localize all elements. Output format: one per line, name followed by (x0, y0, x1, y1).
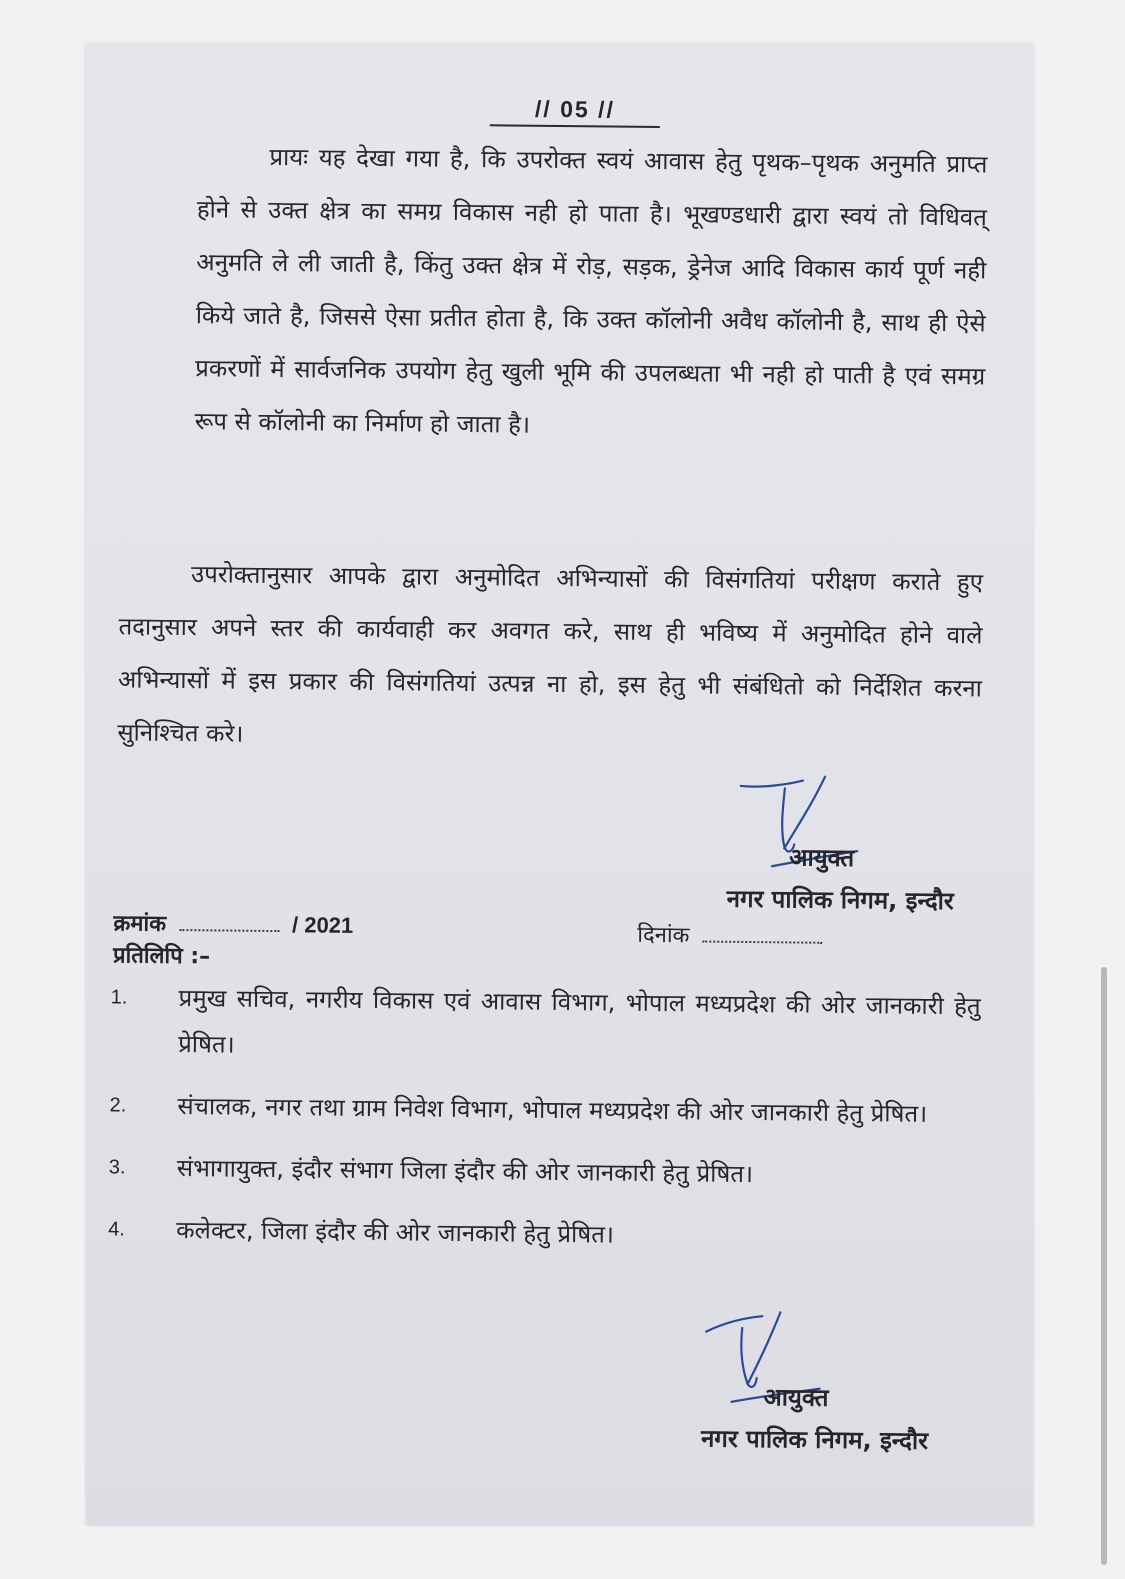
signatory-org: नगर पालिक निगम, इन्दौर (700, 1424, 929, 1455)
list-text: प्रमुख सचिव, नगरीय विकास एवं आवास विभाग, भोपाल मध्यप्रदेश की ओर जानकारी हेतु प्रेषित। (178, 984, 981, 1059)
list-number: 3. (108, 1156, 126, 1179)
blank-dotted-line (702, 923, 822, 944)
list-text: संचालक, नगर तथा ग्राम निवेश विभाग, भोपाल मध्यप्रदेश की ओर जानकारी हेतु प्रेषित। (177, 1092, 928, 1128)
kramank-label: क्रमांक (113, 911, 167, 937)
paragraph-2: उपरोक्तानुसार आपके द्वारा अनुमोदित अभिन्यासों की विसंगतियां परीक्षण कराते हुए तदानुसार अपने स्तर की कार्यवाही कर अवगत करे, साथ ही भविष्य में अनुमोदित होने वाले अभिन्यासों में इस प्रकार की विसंगतियां उत्पन्न ना हो, इस हेतु भी संबंधितो को निर्देशित करना सुनिश्चित करे। (117, 560, 984, 748)
reference-date (637, 919, 828, 951)
signatory-block-1 (601, 834, 954, 922)
list-number: 4. (108, 1218, 126, 1241)
list-number: 1. (110, 986, 128, 1009)
signatory-org: नगर पालिक निगम, इन्दौर (726, 884, 954, 916)
signatory-block-2 (576, 1374, 929, 1462)
list-item (110, 974, 981, 1075)
letter-page (86, 44, 1033, 1525)
copy-to-list (108, 974, 981, 1277)
list-item (109, 1144, 979, 1199)
signatory-title: आयुक्त (763, 1383, 829, 1412)
document-photo (86, 44, 1033, 1525)
signatory-title: आयुक्त (789, 843, 855, 873)
list-number: 2. (109, 1094, 127, 1117)
dinank-label: दिनांक (637, 922, 690, 949)
list-text: संभागायुक्त, इंदौर संभाग जिला इंदौर की ओर जानकारी हेतु प्रेषित। (176, 1154, 754, 1189)
blank-dotted-line (179, 911, 279, 932)
list-text: कलेक्टर, जिला इंदौर की ओर जानकारी हेतु प्रेषित। (176, 1216, 615, 1249)
copy-to-heading: प्रतिलिपि :– (112, 943, 211, 970)
reference-year: / 2021 (291, 912, 354, 938)
list-item (109, 1082, 979, 1137)
page-number: // 05 // (490, 95, 660, 128)
paragraph-1: प्रायः यह देखा गया है, कि उपरोक्त स्वयं आवास हेतु पृथक–पृथक अनुमति प्राप्त होने से उक्त क्षेत्र का समग्र विकास नही हो पाता है। भूखण्डधारी द्वारा स्वयं तो विधिवत् अनुमति ले ली जाती है, किंतु उक्त क्षेत्र में रोड़, सड़क, ड्रेनेज आदि विकास कार्य पूर्ण नही किये जाते है, जिससे ऐसा प्रतीत होता है, कि उक्त कॉलोनी अवैध कॉलोनी है, साथ ही ऐसे प्रकरणों में सार्वजनिक उपयोग हेतु खुली भूमि की उपलब्धता भी नही हो पाती है एवं समग्र रूप से कॉलोनी का निर्माण हो जाता है। (194, 142, 988, 439)
list-item (108, 1206, 978, 1261)
reference-number (113, 907, 353, 940)
vertical-scrollbar[interactable] (1101, 967, 1107, 1565)
